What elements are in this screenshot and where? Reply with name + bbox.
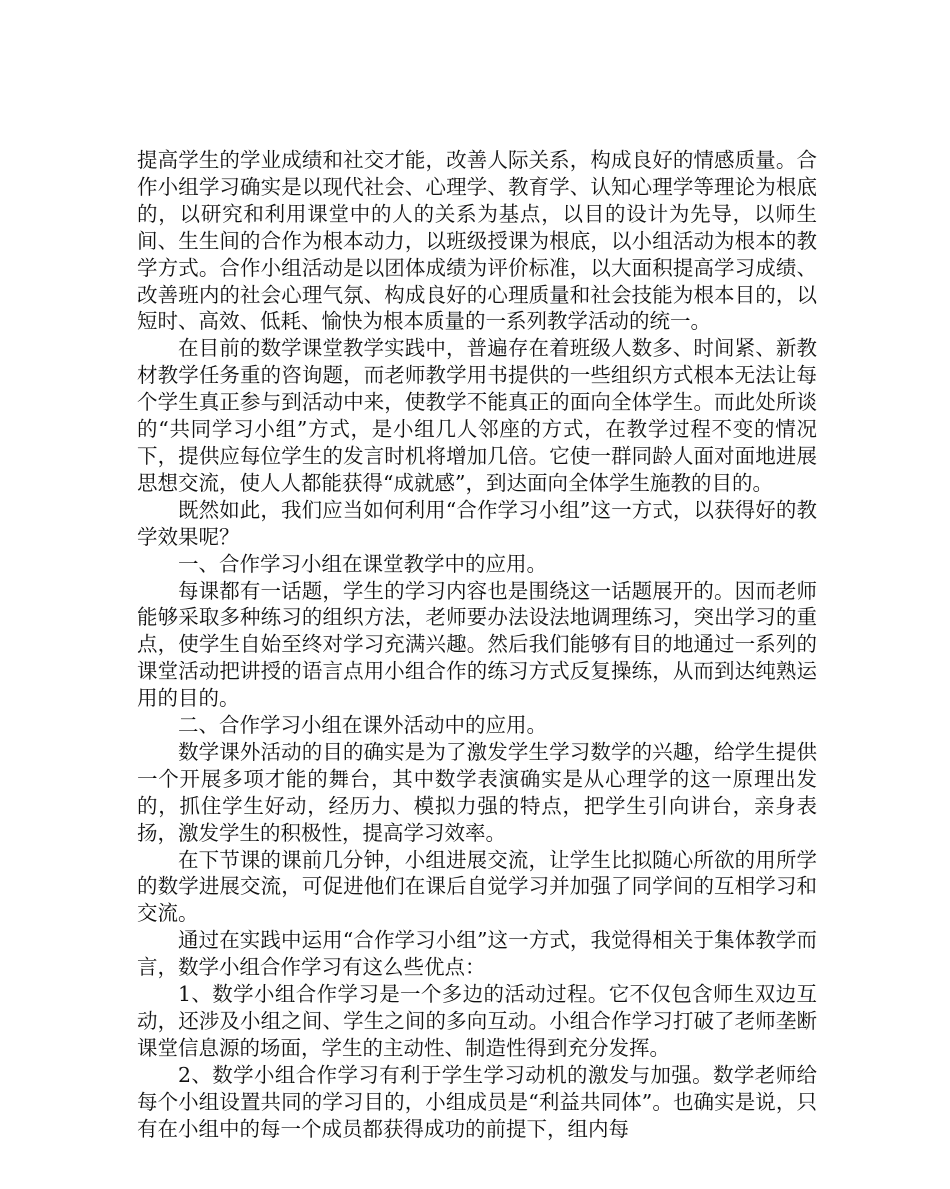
paragraph-5: 数学课外活动的目的确实是为了激发学生学习数学的兴趣，给学生提供一个开展多项才能的舞台，其中数学表演确实是从心理学的这一原理出发的，抓住学生好动，经历力、模拟力强的特点，把学生引向讲台，亲身表扬，激发学生的积极性，提高学习效率。 <box>137 739 817 845</box>
paragraph-4: 每课都有一话题，学生的学习内容也是围绕这一话题展开的。因而老师能够采取多种练习的组织方法，老师要办法设法地调理练习，突出学习的重点，使学生自始至终对学习充满兴趣。然后我们能够有目的地通过一系列的课堂活动把讲授的语言点用小组合作的练习方式反复操练，从而到达纯熟运用的目的。 <box>137 578 817 711</box>
paragraph-3: 既然如此，我们应当如何利用“合作学习小组”这一方式，以获得好的教学效果呢？ <box>137 497 817 549</box>
document-body <box>137 147 817 1143</box>
section-heading-2: 二、合作学习小组在课外活动中的应用。 <box>178 713 547 738</box>
paragraph-7: 通过在实践中运用“合作学习小组”这一方式，我觉得相关于集体教学而言，数学小组合作学习有这么些优点： <box>137 928 817 980</box>
list-item-2: 2、数学小组合作学习有利于学生学习动机的激发与加强。数学老师给每个小组设置共同的学习目的，小组成员是“利益共同体”。也确实是说，只有在小组中的每一个成员都获得成功的前提下，组内每 <box>137 1062 817 1141</box>
list-item-1: 1、数学小组合作学习是一个多边的活动过程。它不仅包含师生双边互动，还涉及小组之间、学生之间的多向互动。小组合作学习打破了老师垄断课堂信息源的场面，学生的主动性、制造性得到充分发挥。 <box>137 982 817 1060</box>
section-heading-1: 一、合作学习小组在课堂教学中的应用。 <box>178 551 547 576</box>
paragraph-6: 在下节课的课前几分钟，小组进展交流，让学生比拟随心所欲的用所学的数学进展交流，可促进他们在课后自觉学习并加强了同学间的互相学习和交流。 <box>137 847 817 926</box>
paragraph-2: 在目前的数学课堂教学实践中，普遍存在着班级人数多、时间紧、新教材教学任务重的咨询题，而老师教学用书提供的一些组织方式根本无法让每个学生真正参与到活动中来，使教学不能真正的面向全体学生。而此处所谈的“共同学习小组”方式，是小组几人邻座的方式，在教学过程不变的情况下，提供应每位学生的发言时机将增加几倍。它使一群同龄人面对面地进展思想交流，使人人都能获得“成就感”，到达面向全体学生施教的目的。 <box>137 336 817 495</box>
paragraph-1: 提高学生的学业成绩和社交才能，改善人际关系，构成良好的情感质量。合作小组学习确实是以现代社会、心理学、教育学、认知心理学等理论为根底的，以研究和利用课堂中的人的关系为基点，以目的设计为先导，以师生间、生生间的合作为根本动力，以班级授课为根底，以小组活动为根本的教学方式。合作小组活动是以团体成绩为评价标准，以大面积提高学习成绩、改善班内的社会心理气氛、构成良好的心理质量和社会技能为根本目的，以短时、高效、低耗、愉快为根本质量的一系列教学活动的统一。 <box>137 148 817 334</box>
